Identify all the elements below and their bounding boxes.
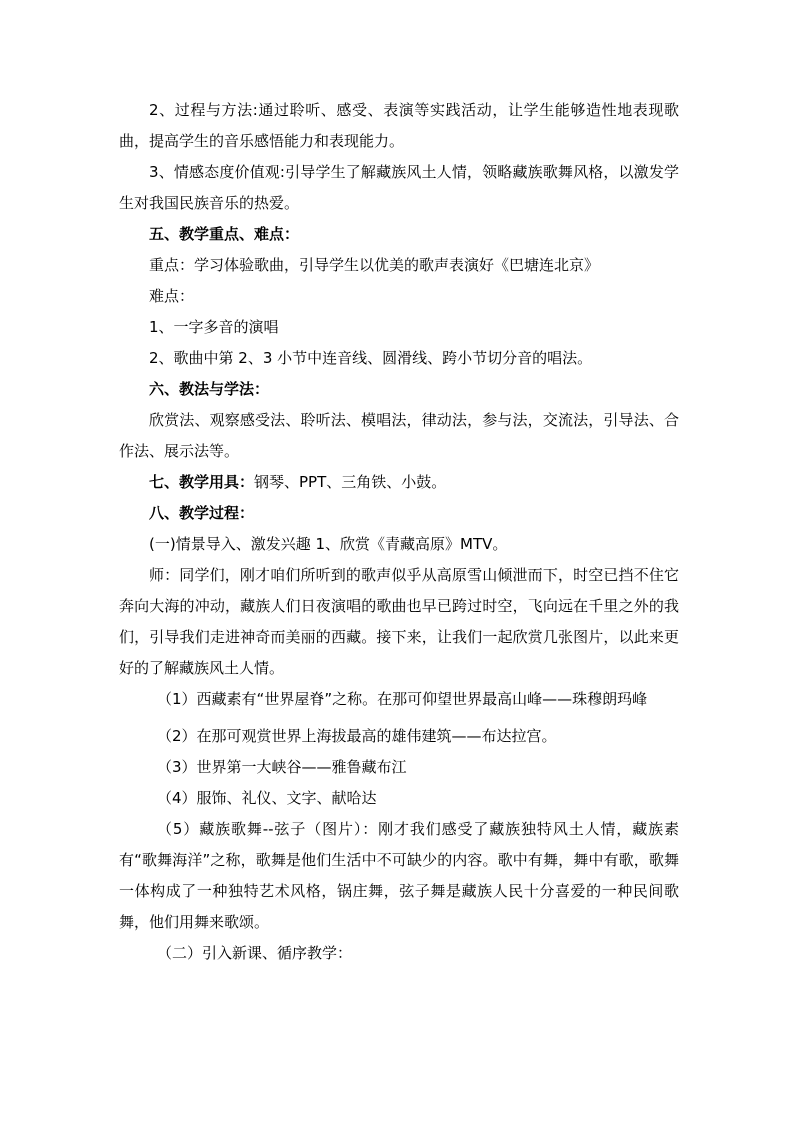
paragraph-teacher-speech: 师：同学们，刚才咱们所听到的歌声似乎从高原雪山倾泄而下，时空已挡不住它奔向大海的冲动，藏族人们日夜演唱的歌曲也早已跨过时空，飞向远在千里之外的我们，引导我们走进神奇而美丽的西藏。接下来，让我们一起欣赏几张图片，以此来更好的了解藏族风土人情。 (119, 566, 679, 677)
paragraph-teaching-tools (119, 467, 679, 498)
heading-teaching-tools: 七、教学用具： (149, 473, 255, 491)
paragraph-difficult-label: 难点： (149, 287, 195, 305)
paragraph-process-method: 2、过程与方法:通过聆听、感受、表演等实践活动，让学生能够造性地表现歌曲，提高学生的音乐感悟能力和表现能力。 (119, 101, 679, 150)
paragraph-item-4: （4）服饰、礼仪、文字、献哈达 (157, 789, 377, 807)
heading-key-difficult-points: 五、教学重点、难点： (149, 225, 300, 243)
heading-teaching-process: 八、教学过程： (149, 504, 255, 522)
paragraph-item-5: （5）藏族歌舞--弦子（图片）：刚才我们感受了藏族独特风土人情，藏族素有“歌舞海洋”之称，歌舞是他们生活中不可缺少的内容。歌中有舞，舞中有歌，歌舞一体构成了一种独特艺术风格，锅庄舞，弦子舞是藏族人民十分喜爱的一种民间歌舞，他们用舞来歌颂。 (119, 820, 679, 931)
paragraph-emotion-values: 3、情感态度价值观:引导学生了解藏族风土人情，领略藏族歌舞风格，以激发学生对我国民族音乐的热爱。 (119, 163, 679, 212)
paragraph-difficult-1: 1、一字多音的演唱 (149, 318, 279, 336)
paragraph-new-lesson: （二）引入新课、循序教学： (157, 944, 353, 962)
heading-teaching-methods: 六、教法与学法： (149, 380, 270, 398)
paragraph-scene-intro: (一)情景导入、激发兴趣 1、欣赏《青藏高原》MTV。 (149, 535, 508, 553)
paragraph-difficult-2: 2、歌曲中第 2、3 小节中连音线、圆滑线、跨小节切分音的唱法。 (149, 349, 593, 367)
teaching-tools-list: 钢琴、PPT、三角铁、小鼓。 (254, 473, 447, 491)
paragraph-item-3: （3）世界第一大峡谷——雅鲁藏布江 (157, 758, 407, 776)
paragraph-key-point: 重点：学习体验歌曲，引导学生以优美的歌声表演好《巴塘连北京》 (149, 256, 600, 274)
paragraph-item-2: （2）在那可观赏世界上海拔最高的雄伟建筑——布达拉宫。 (157, 727, 557, 745)
paragraph-methods-list: 欣赏法、观察感受法、聆听法、模唱法，律动法，参与法，交流法，引导法、合作法、展示法等。 (119, 411, 679, 460)
paragraph-item-1: （1）西藏素有“世界屋脊”之称。在那可仰望世界最高山峰——珠穆朗玛峰 (157, 690, 648, 708)
document-page (119, 95, 679, 969)
